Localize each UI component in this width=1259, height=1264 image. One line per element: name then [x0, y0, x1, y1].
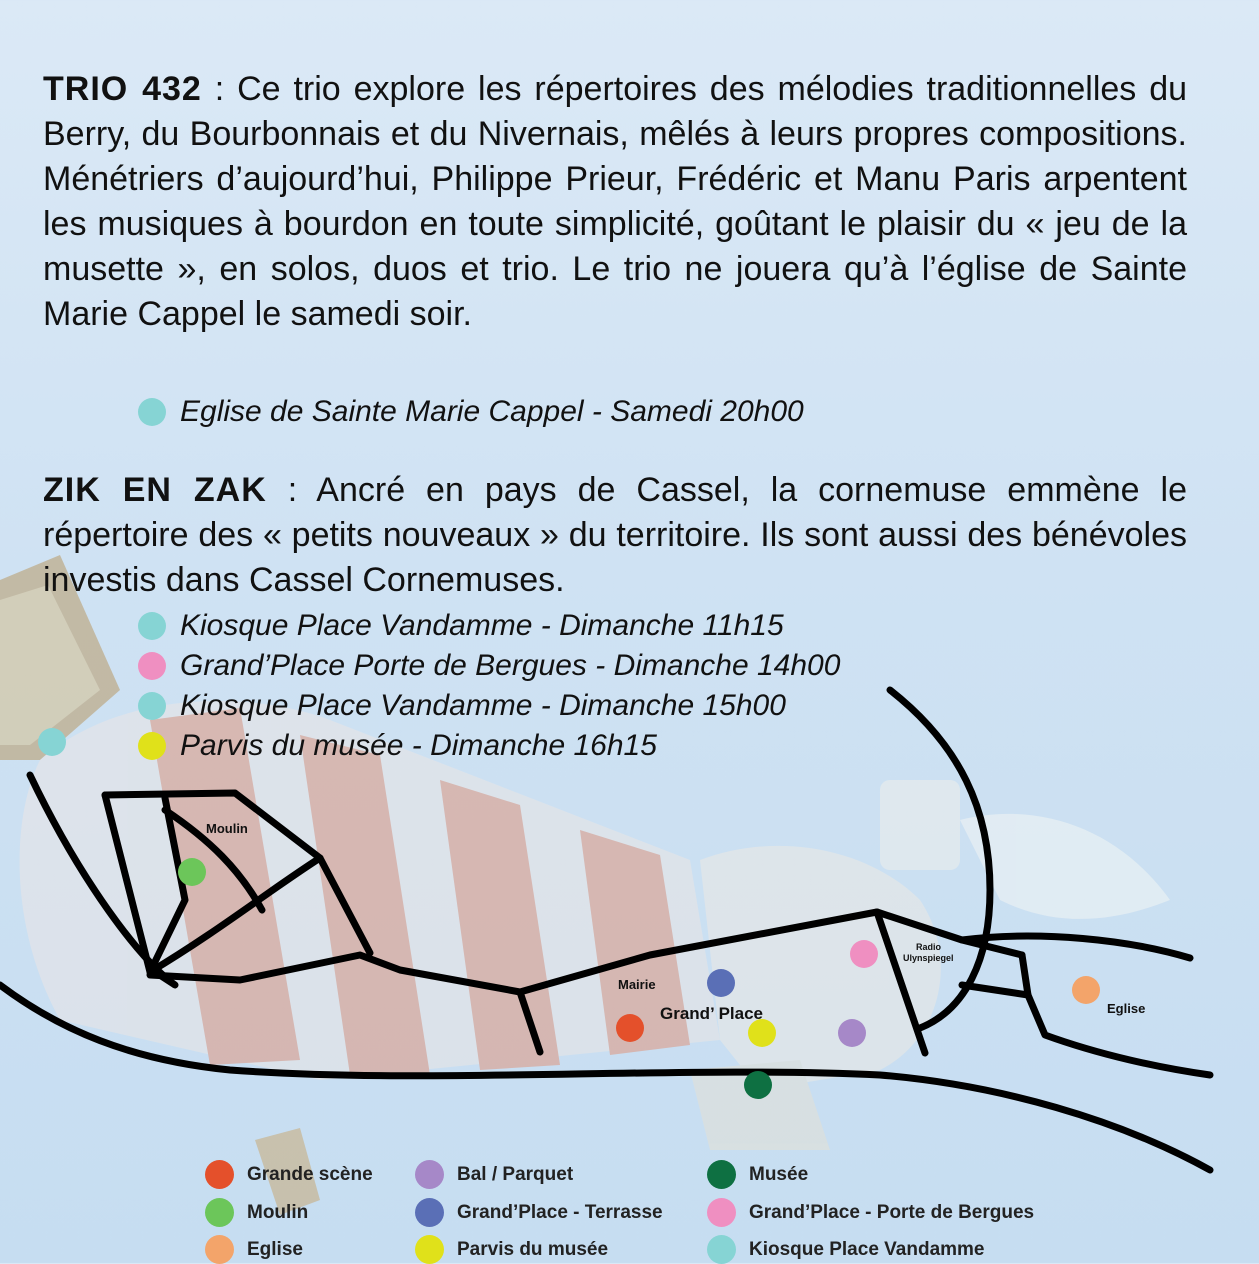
legend-dot: [205, 1198, 234, 1227]
marker-eglise: [1072, 976, 1100, 1004]
zik-en-zak-title: ZIK EN ZAK: [43, 471, 267, 509]
map-label-mairie: Mairie: [618, 977, 656, 992]
trio-432-text: : Ce trio explore les répertoires des mélodies traditionnelles du Berry, du Bourbonnais et du Nivernais, mêlés à leurs propres compositions. Ménétriers d’aujourd’hui, Philippe Prieur, Frédéric et Manu Paris arpentent les musiques à bourdon en toute simplicité, goûtant le plaisir du « jeu de la musette », en solos, duos et trio. Le trio ne jouera qu’à l’église de Sainte Marie Cappel le samedi soir.: [43, 70, 1188, 333]
schedule-text: Grand’Place Porte de Bergues - Dimanche 14h00: [180, 649, 841, 682]
marker-kiosque: [38, 728, 66, 756]
legend-dot: [205, 1160, 234, 1189]
map-legend: [205, 1160, 1255, 1263]
legend-label: Grand’Place - Porte de Bergues: [749, 1201, 1035, 1223]
legend-label: Grand’Place - Terrasse: [457, 1201, 663, 1223]
legend-item-eglise: [205, 1235, 303, 1264]
legend-dot: [707, 1160, 736, 1189]
legend-label: Grande scène: [247, 1163, 373, 1185]
trio-432-title: TRIO 432: [43, 70, 202, 108]
legend-item-porte-bergues: [707, 1198, 1034, 1227]
legend-label: Musée: [749, 1163, 809, 1185]
legend-item-bal-parquet: [415, 1160, 573, 1189]
legend-item-kiosque: [707, 1235, 985, 1264]
marker-musee: [744, 1071, 772, 1099]
map-label-radio-name: Ulynspiegel: [903, 953, 954, 963]
legend-label: Eglise: [247, 1238, 303, 1260]
marker-moulin: [178, 858, 206, 886]
legend-item-moulin: [205, 1198, 308, 1227]
venue-dot: [138, 732, 166, 760]
marker-terrasse: [707, 969, 735, 997]
legend-label: Moulin: [247, 1201, 309, 1223]
zik-en-zak-description: [43, 468, 1187, 603]
legend-dot: [205, 1235, 234, 1264]
legend-label: Kiosque Place Vandamme: [749, 1238, 985, 1260]
venue-dot: [138, 652, 166, 680]
venue-dot: [138, 612, 166, 640]
venue-dot: [138, 692, 166, 720]
schedule-text: Eglise de Sainte Marie Cappel - Samedi 20h00: [180, 395, 804, 428]
schedule-item: [138, 606, 840, 646]
schedule-text: Parvis du musée - Dimanche 16h15: [180, 729, 657, 762]
trio-432-schedule: [138, 392, 804, 432]
legend-dot: [707, 1235, 736, 1264]
legend-item-terrasse: [415, 1198, 663, 1227]
map-label-eglise: Eglise: [1107, 1001, 1146, 1016]
legend-dot: [415, 1198, 444, 1227]
legend-dot: [415, 1235, 444, 1264]
trio-432-description: [43, 67, 1187, 337]
schedule-text: Kiosque Place Vandamme - Dimanche 15h00: [180, 689, 786, 722]
legend-item-musee: [707, 1160, 808, 1189]
map-label-radio: Radio: [916, 942, 942, 952]
schedule-text: Kiosque Place Vandamme - Dimanche 11h15: [180, 609, 784, 642]
marker-porte-bergues: [850, 940, 878, 968]
legend-item-grande-scene: [205, 1160, 373, 1189]
legend-dot: [415, 1160, 444, 1189]
schedule-item: [138, 392, 804, 432]
legend-label: Parvis du musée: [457, 1238, 609, 1260]
zik-en-zak-text: : Ancré en pays de Cassel, la cornemuse emmène le répertoire des « petits nouveaux » du territoire. Ils sont aussi des bénévoles investis dans Cassel Cornemuses.: [43, 471, 1187, 599]
marker-grande-scene: [616, 1014, 644, 1042]
map-label-grand-place: Grand’ Place: [660, 1004, 763, 1023]
venue-dot: [138, 398, 166, 426]
map-label-moulin: Moulin: [206, 821, 248, 836]
zik-en-zak-schedule: [138, 606, 840, 766]
legend-item-parvis: [415, 1235, 608, 1264]
schedule-item: [138, 726, 840, 766]
marker-bal: [838, 1019, 866, 1047]
legend-dot: [707, 1198, 736, 1227]
legend-label: Bal / Parquet: [457, 1163, 574, 1185]
schedule-item: [138, 686, 840, 726]
schedule-item: [138, 646, 840, 686]
